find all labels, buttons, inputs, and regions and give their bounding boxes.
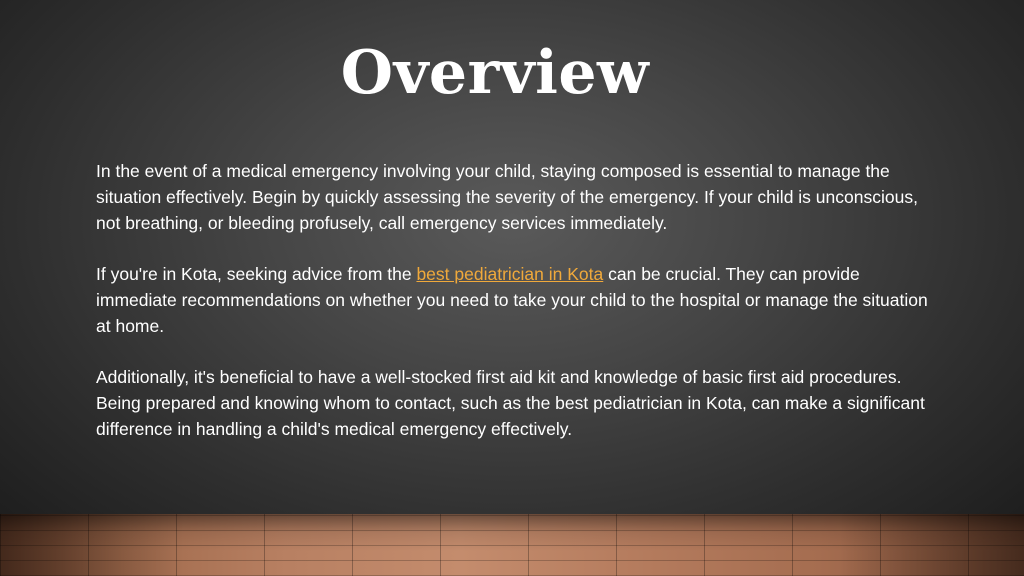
slide-body (96, 158, 936, 467)
slide-title: Overview (340, 38, 650, 108)
paragraph-2-before-link: If you're in Kota, seeking advice from the (96, 264, 417, 284)
paragraph-emergency: In the event of a medical emergency involving your child, staying composed is essential to manage the situation effectively. Begin by quickly assessing the severity of the emergency. If your child is unconscious, not breathing, or bleeding profusely, call emergency services immediately. (96, 161, 918, 233)
pediatrician-link[interactable]: best pediatrician in Kota (416, 264, 604, 284)
floor-shadow (0, 514, 1024, 576)
paragraph-2-after-link: can be crucial. They can provide immediate recommendations on whether you need to take your child to the hospital or manage the situation at home. (96, 264, 928, 336)
paragraph-kota-advice (96, 261, 936, 339)
paragraph-first-aid: Additionally, it's beneficial to have a well-stocked first aid kit and knowledge of basic first aid procedures. Being prepared and knowing whom to contact, such as the best pediatrician in Kota, can make a significant difference in handling a child's medical emergency effectively. (96, 367, 925, 439)
